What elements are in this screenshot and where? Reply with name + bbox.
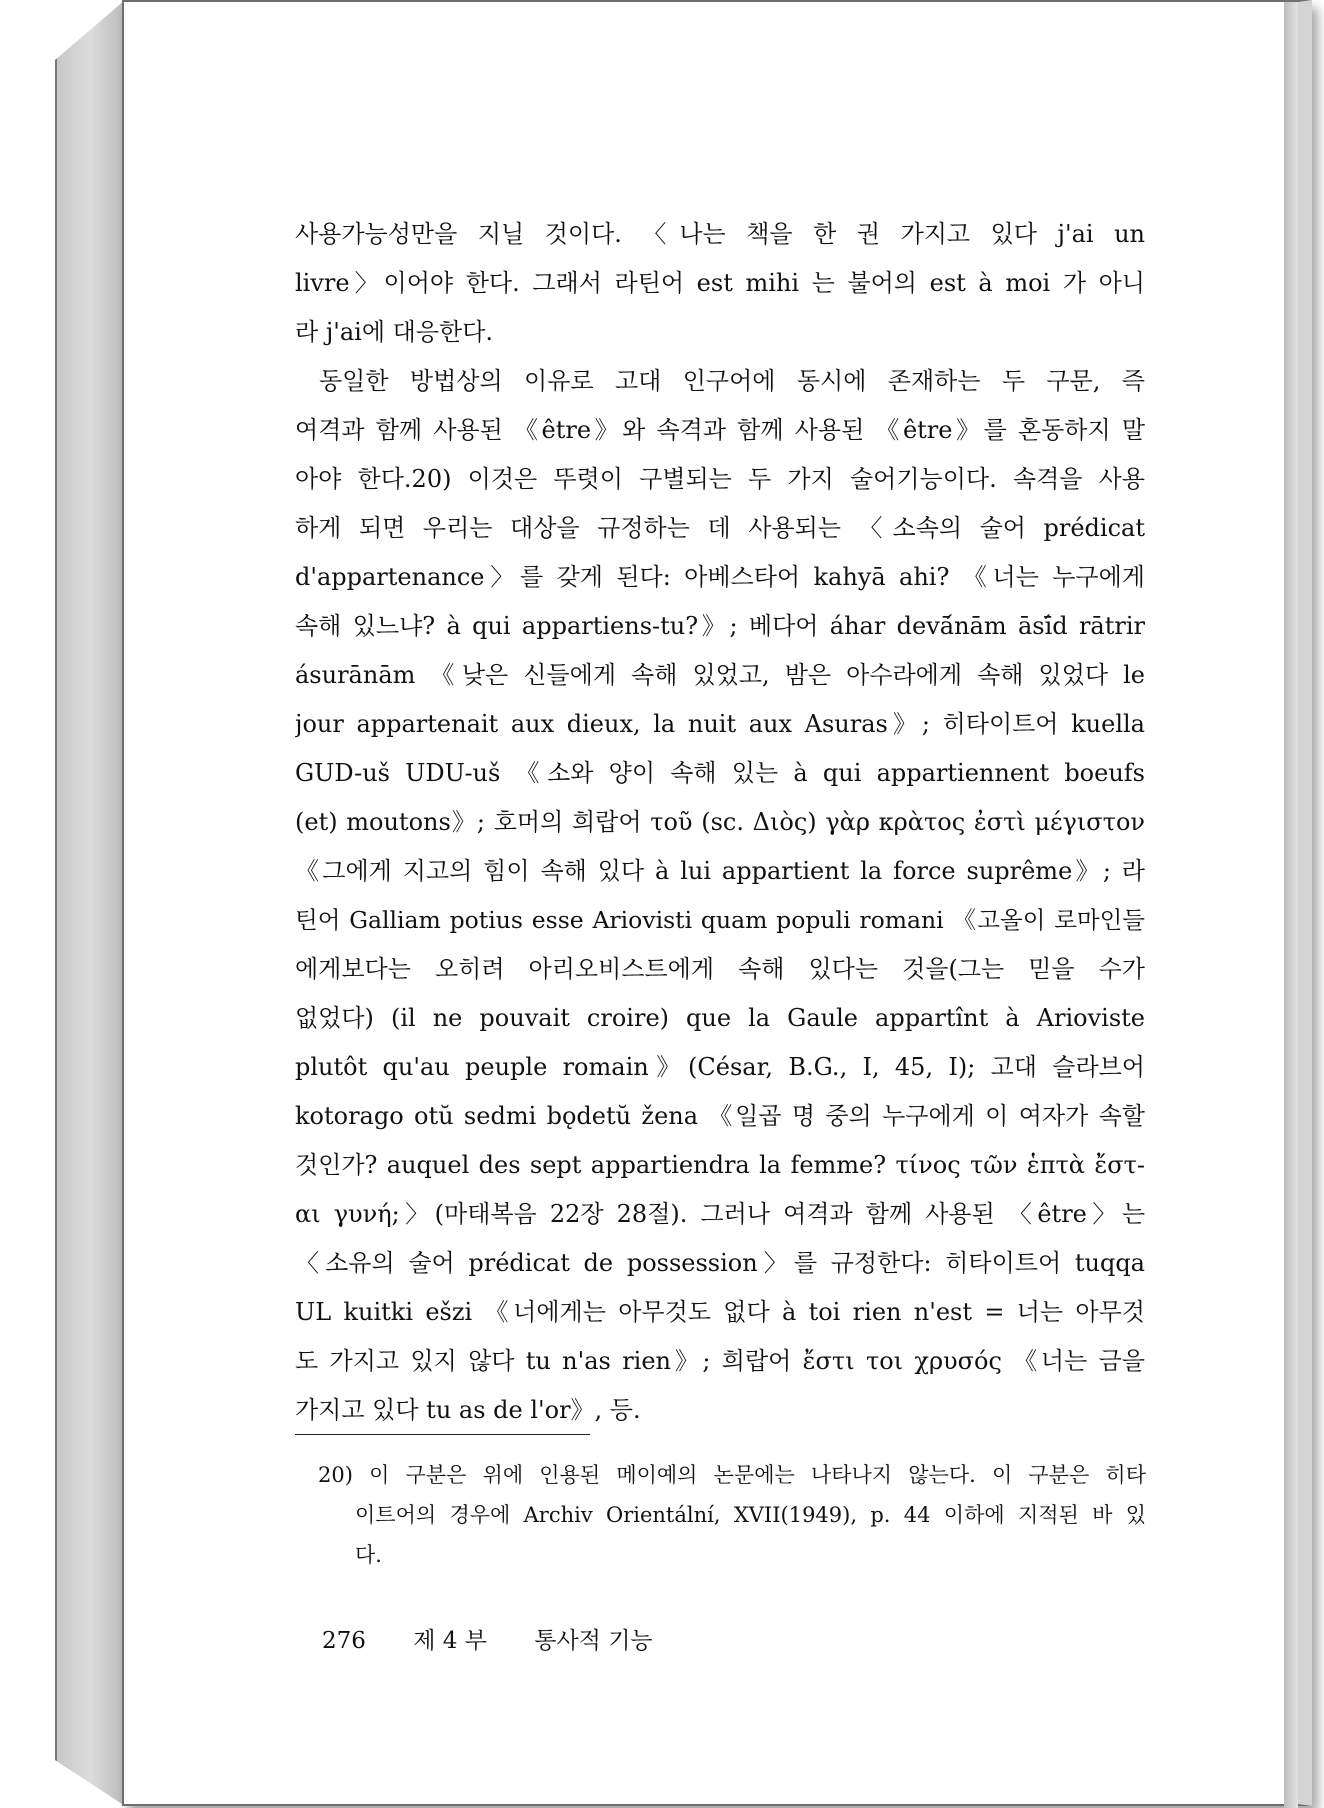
book-spine	[55, 0, 125, 1806]
body-line: 라 j'ai에 대응한다.	[295, 318, 494, 346]
body-line: UL kuitki ešzi 《너에게는 아무것도 없다 à toi rien n'est = 너는 아무것	[295, 1298, 1145, 1326]
body-line: jour appartenait aux dieux, la nuit aux Asuras》; 히타이트어 kuella	[295, 710, 1145, 738]
body-line: livre〉이어야 한다. 그래서 라틴어 est mihi 는 불어의 est à moi 가 아니	[295, 269, 1145, 297]
body-line: 가지고 있다 tu as de l'or》, 등.	[295, 1396, 641, 1424]
body-line: αι γυνή;〉(마태복음 22장 28절). 그러나 여격과 함께 사용된 〈être〉는	[295, 1200, 1145, 1228]
body-line: 《그에게 지고의 힘이 속해 있다 à lui appartient la force suprême》; 라	[295, 857, 1145, 885]
footnote-line: 이트어의 경우에 Archiv Orientální, XVII(1949), p. 44 이하에 지적된 바 있	[355, 1503, 1146, 1527]
body-line: 것인가? auquel des sept appartiendra la femme? τίνος τῶν ἑπτὰ ἔστ-	[295, 1151, 1145, 1179]
body-line: plutôt qu'au peuple romain》(César, B.G., I, 45, I); 고대 슬라브어	[295, 1053, 1145, 1081]
body-line: 없었다) (il ne pouvait croire) que la Gaule appartînt à Arioviste	[295, 1004, 1145, 1032]
part-label: 제 4 부	[413, 1628, 487, 1654]
body-line: ásurānām 《낮은 신들에게 속해 있었고, 밤은 아수라에게 속해 있었다 le	[295, 661, 1145, 689]
body-line: 사용가능성만을 지닐 것이다. 〈나는 책을 한 권 가지고 있다 j'ai un	[295, 220, 1145, 248]
body-line: d'appartenance〉를 갖게 된다: 아베스타어 kahyā ahi? 《너는 누구에게	[295, 563, 1145, 591]
body-line: 하게 되면 우리는 대상을 규정하는 데 사용되는 〈소속의 술어 prédicat	[295, 514, 1145, 542]
body-line: 아야 한다.20) 이것은 뚜렷이 구별되는 두 가지 술어기능이다. 속격을 사용	[295, 465, 1145, 493]
page-number: 276	[322, 1628, 366, 1654]
page-edge-shadow	[1284, 2, 1298, 1808]
body-line: 속해 있느냐? à qui appartiens-tu?》; 베다어 áhar devā́nām āsī́d rātrir	[295, 612, 1145, 640]
body-line: kotorago otŭ sedmi bǫdetŭ žena 《일곱 명 중의 누구에게 이 여자가 속할	[295, 1102, 1145, 1130]
body-text	[295, 210, 1145, 1435]
body-line: 〈소유의 술어 prédicat de possession〉를 규정한다: 히타이트어 tuqqa	[295, 1249, 1145, 1277]
body-line: 틴어 Galliam potius esse Ariovisti quam populi romani 《고올이 로마인들	[295, 906, 1145, 934]
footnote-line: 20) 이 구분은 위에 인용된 메이예의 논문에는 나타나지 않는다. 이 구분은 히타	[318, 1463, 1146, 1487]
body-line: 에게보다는 오히려 아리오비스트에게 속해 있다는 것을(그는 믿을 수가	[295, 955, 1145, 983]
page-footer	[322, 1622, 693, 1655]
body-line: 여격과 함께 사용된 《être》와 속격과 함께 사용된 《être》를 혼동하지 말	[295, 416, 1145, 444]
body-line: 도 가지고 있지 않다 tu n'as rien》; 희랍어 ἔστι τοι χρυσός 《너는 금을	[295, 1347, 1145, 1375]
part-title: 통사적 기능	[534, 1628, 653, 1654]
footnote-line: 다.	[355, 1543, 382, 1567]
body-line: 동일한 방법상의 이유로 고대 인구어에 동시에 존재하는 두 구문, 즉	[319, 367, 1145, 395]
body-line: (et) moutons》; 호머의 희랍어 τοῦ (sc. Διὸς) γὰρ κρὰτος ἐστὶ μέγιστον	[295, 808, 1145, 836]
footnote-divider	[295, 1434, 590, 1435]
footnote	[318, 1455, 1146, 1575]
body-line: GUD-uš UDU-uš 《소와 양이 속해 있는 à qui appartiennent boeufs	[295, 759, 1145, 787]
